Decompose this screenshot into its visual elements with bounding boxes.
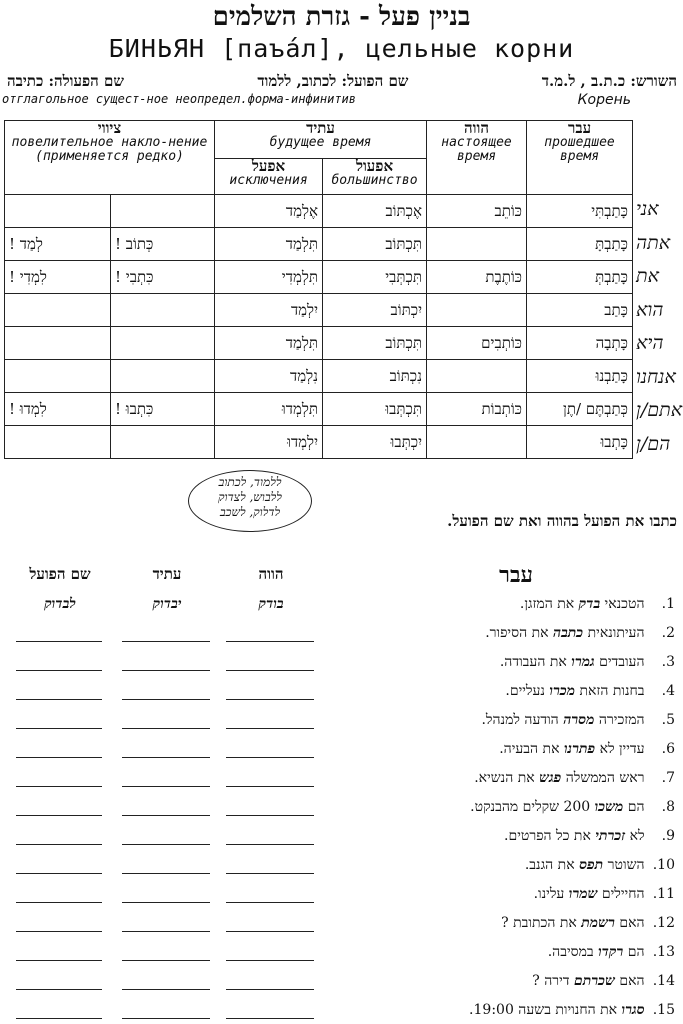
- answer-blank-infinitive[interactable]: [16, 670, 102, 671]
- cell-past: כְּתַבְתֶּם /תֶן: [527, 393, 633, 426]
- cell-past: כָּתַבְתִּי: [527, 195, 633, 228]
- header-present: הווה настоящее время: [427, 121, 527, 195]
- verbal-noun-label: שם הפעולה: כתיבה: [7, 72, 124, 90]
- root-label: השורש: כ.ת.ב , ל.מ.ד: [541, 72, 677, 90]
- sentence-number: 12.: [652, 915, 675, 931]
- note-root: Корень: [577, 92, 631, 108]
- answer-blank-infinitive[interactable]: [16, 989, 102, 990]
- sentence-pre: בחנות הזאת: [575, 683, 645, 699]
- header-future-eaf: אפעל исключения: [215, 159, 323, 195]
- sentence-number: 14.: [652, 973, 675, 989]
- col-present-heading: הווה: [258, 565, 284, 583]
- answer-blank-future[interactable]: [122, 873, 210, 874]
- sentence-pre: לא: [625, 828, 645, 844]
- sentence-number: 8.: [661, 799, 675, 815]
- cell-present: כּוֹתְבוֹת: [427, 393, 527, 426]
- answer-blank-present[interactable]: [226, 728, 314, 729]
- sentence-number: 10.: [652, 857, 675, 873]
- sentence-post: את הנשיא.: [474, 770, 540, 786]
- header-future: עתיד будущее время: [215, 121, 427, 159]
- table-row: [5, 327, 633, 360]
- sentence-verb: משכו: [594, 799, 624, 815]
- sentence-pre: האם: [614, 915, 645, 931]
- sentence-post: את כל הפרטים.: [504, 828, 596, 844]
- sentence-post: הודעה למנהל.: [481, 712, 564, 728]
- sentence-verb: גמרו: [571, 654, 595, 670]
- col-past-heading: עבר: [499, 562, 533, 588]
- answer-blank-present[interactable]: [226, 786, 314, 787]
- answer-blank-future[interactable]: [122, 844, 210, 845]
- answer-blank-infinitive[interactable]: [16, 902, 102, 903]
- cell-imp2: [5, 195, 111, 228]
- handwritten-verbs-oval: ללמוד, לכתוב ללבוש, לצדוק לדלוק, לשכב: [188, 470, 312, 532]
- col-future-heading: עתיד: [152, 565, 182, 583]
- answer-blank-present[interactable]: [226, 989, 314, 990]
- sentence-verb: מסרה: [563, 712, 595, 728]
- example-present: בודק: [258, 596, 284, 612]
- cell-past: כָּתְבָה: [527, 327, 633, 360]
- cell-imp2: לִמְדִי !: [5, 261, 111, 294]
- table-row: [5, 393, 633, 426]
- sentence-verb: בדק: [578, 596, 601, 612]
- answer-blank-infinitive[interactable]: [16, 786, 102, 787]
- answer-blank-infinitive[interactable]: [16, 1018, 102, 1019]
- cell-fut1: תִּכְתְּבִי: [323, 261, 427, 294]
- table-row: [5, 360, 633, 393]
- sentence-number: 9.: [661, 828, 675, 844]
- sentence-verb: זכרתי: [595, 828, 626, 844]
- sentence-post: את העבודה.: [499, 654, 572, 670]
- exercise-sentence: [275, 770, 675, 787]
- pronoun-label: אני: [636, 198, 659, 220]
- cell-fut2: יִלְמְדוּ: [215, 426, 323, 459]
- answer-blank-future[interactable]: [122, 786, 210, 787]
- answer-blank-future[interactable]: [122, 728, 210, 729]
- cell-imp1: כִּתְבִי !: [111, 261, 215, 294]
- cell-fut1: יִכְתְּבוּ: [323, 426, 427, 459]
- cell-present: [427, 294, 527, 327]
- cell-fut1: תִּכְתְּבוּ: [323, 393, 427, 426]
- cell-fut2: תִּלְמְדִי: [215, 261, 323, 294]
- conjugation-table: [4, 120, 633, 459]
- exercise-sentence: [275, 654, 675, 671]
- cell-fut2: נִלְמַד: [215, 360, 323, 393]
- answer-blank-future[interactable]: [122, 670, 210, 671]
- sentence-verb: כתבה: [552, 625, 584, 641]
- answer-blank-future[interactable]: [122, 931, 210, 932]
- cell-imp2: [5, 327, 111, 360]
- cell-present: כּוֹתֵב: [427, 195, 527, 228]
- cell-present: [427, 426, 527, 459]
- answer-blank-future[interactable]: [122, 902, 210, 903]
- cell-present: [427, 360, 527, 393]
- cell-imp2: [5, 294, 111, 327]
- sentence-pre: השוטר: [603, 857, 645, 873]
- sentence-number: 5.: [661, 712, 675, 728]
- cell-imp2: לִמְדוּ !: [5, 393, 111, 426]
- sentence-post: את הבעיה.: [499, 741, 564, 757]
- sentence-number: 3.: [661, 654, 675, 670]
- sentence-number: 13.: [652, 944, 675, 960]
- answer-blank-future[interactable]: [122, 757, 210, 758]
- pronoun-label: הם/ן: [636, 432, 671, 455]
- pronoun-label: היא: [636, 332, 664, 354]
- header-imperative: ציווי повелительное накло-нение (применяется редко): [5, 121, 215, 195]
- cell-imp2: [5, 360, 111, 393]
- cell-imp2: [5, 426, 111, 459]
- sentence-verb: פתרנו: [563, 741, 596, 757]
- sentence-post: במסיבה.: [547, 944, 599, 960]
- exercise-sentence: [275, 857, 675, 874]
- sentence-verb: מכרו: [549, 683, 576, 699]
- cell-past: כָּתַבְתְּ: [527, 261, 633, 294]
- pronoun-label: אתה: [636, 231, 671, 254]
- cell-fut1: נִכְתּוֹב: [323, 360, 427, 393]
- cell-present: כּוֹתֶבֶת: [427, 261, 527, 294]
- sentence-post: את הכתובת ?: [501, 915, 582, 931]
- cell-fut2: אֶלְמַד: [215, 195, 323, 228]
- answer-blank-future[interactable]: [122, 699, 210, 700]
- answer-blank-infinitive[interactable]: [16, 844, 102, 845]
- sentence-post: את הסיפור.: [485, 625, 553, 641]
- table-row: [5, 261, 633, 294]
- sentence-number: 1.: [661, 596, 675, 612]
- sentence-verb: סגרו: [621, 1002, 645, 1018]
- answer-blank-future[interactable]: [122, 815, 210, 816]
- answer-blank-future[interactable]: [122, 960, 210, 961]
- answer-blank-present[interactable]: [226, 873, 314, 874]
- sentence-number: 15.: [652, 1002, 675, 1018]
- cell-fut2: תִּלְמְדוּ: [215, 393, 323, 426]
- answer-blank-present[interactable]: [226, 641, 314, 642]
- answer-blank-present[interactable]: [226, 1018, 314, 1019]
- pronoun-label: אנחנו: [636, 365, 676, 388]
- answer-blank-present[interactable]: [226, 931, 314, 932]
- exercise-sentence: [275, 741, 675, 758]
- example-future: יבדוק: [152, 596, 182, 612]
- handwritten-subtitle: БИНЬЯН [паъа́л], цельные корни: [108, 34, 575, 63]
- table-row: [5, 426, 633, 459]
- exercise-instruction: כתבו את הפועל בהווה ואת שם הפועל.: [447, 512, 677, 530]
- example-infinitive: לבדוק: [44, 596, 76, 612]
- answer-blank-future[interactable]: [122, 989, 210, 990]
- cell-fut1: יִכְתּוֹב: [323, 294, 427, 327]
- sentence-post: את המזגן.: [519, 596, 579, 612]
- sentence-number: 2.: [661, 625, 675, 641]
- answer-blank-present[interactable]: [226, 670, 314, 671]
- cell-fut1: תִּכְתּוֹב: [323, 327, 427, 360]
- sentence-pre: האם: [614, 973, 645, 989]
- answer-blank-present[interactable]: [226, 757, 314, 758]
- exercise-sentence: [275, 1002, 675, 1019]
- sentence-number: 4.: [661, 683, 675, 699]
- cell-past: כָּתְבוּ: [527, 426, 633, 459]
- answer-blank-infinitive[interactable]: [16, 931, 102, 932]
- sentence-verb: רקדו: [598, 944, 624, 960]
- answer-blank-infinitive[interactable]: [16, 873, 102, 874]
- answer-blank-future[interactable]: [122, 1018, 210, 1019]
- sentence-pre: הטכנאי: [600, 596, 645, 612]
- answer-blank-infinitive[interactable]: [16, 960, 102, 961]
- cell-imp1: [111, 426, 215, 459]
- cell-imp1: [111, 360, 215, 393]
- sentence-verb: שמרו: [568, 886, 598, 902]
- exercise-sentence: [275, 799, 675, 816]
- table-row: [5, 294, 633, 327]
- table-row: [5, 228, 633, 261]
- cell-imp1: כְּתוֹב !: [111, 228, 215, 261]
- note-verbal-noun: отглагольное сущест-ное неопредел.форма-инфинитив: [2, 92, 357, 106]
- sentence-verb: תפס: [579, 857, 604, 873]
- header-future-ef: אפעול большинство: [323, 159, 427, 195]
- cell-present: [427, 228, 527, 261]
- cell-fut2: יִלְמַד: [215, 294, 323, 327]
- infinitive-label: שם הפועל: לכתוב, ללמוד: [257, 72, 409, 90]
- exercise-sentence: [275, 712, 675, 729]
- pronoun-label: אתם/ן: [636, 399, 683, 421]
- sentence-verb: רשמת: [581, 915, 615, 931]
- answer-blank-present[interactable]: [226, 844, 314, 845]
- exercise-sentence: [275, 683, 675, 700]
- sentence-pre: העובדים: [594, 654, 645, 670]
- pronoun-label: הוא: [636, 298, 664, 321]
- sentence-pre: עדיין לא: [595, 741, 645, 757]
- cell-fut1: אֶכְתּוֹב: [323, 195, 427, 228]
- sentence-post: את החנויות בשעה 19:00.: [469, 1002, 622, 1018]
- answer-blank-infinitive[interactable]: [16, 699, 102, 700]
- cell-imp1: [111, 294, 215, 327]
- sentence-post: דירה ?: [532, 973, 574, 989]
- pronoun-label: את: [636, 265, 659, 287]
- sentence-pre: העיתונאית: [583, 625, 645, 641]
- exercise-sentence: [275, 944, 675, 961]
- answer-blank-infinitive[interactable]: [16, 757, 102, 758]
- cell-fut2: תִּלְמַד: [215, 327, 323, 360]
- exercise-sentence: [275, 828, 675, 845]
- col-infinitive-heading: שם הפועל: [29, 565, 91, 583]
- answer-blank-present[interactable]: [226, 699, 314, 700]
- cell-fut2: תִּלְמַד: [215, 228, 323, 261]
- cell-imp1: [111, 327, 215, 360]
- sentence-verb: פגש: [539, 770, 562, 786]
- cell-imp1: כִּתְבוּ !: [111, 393, 215, 426]
- cell-present: כּוֹתְבִים: [427, 327, 527, 360]
- sentence-post: נעליים.: [505, 683, 550, 699]
- cell-past: כָּתַב: [527, 294, 633, 327]
- sentence-pre: הם: [623, 944, 645, 960]
- answer-blank-present[interactable]: [226, 960, 314, 961]
- sentence-pre: המזכירה: [594, 712, 645, 728]
- exercise-sentence: [275, 886, 675, 903]
- sentence-verb: שכרתם: [574, 973, 615, 989]
- sentence-pre: ראש הממשלה: [561, 770, 645, 786]
- sentence-number: 6.: [661, 741, 675, 757]
- header-past: עבר прошедшее время: [527, 121, 633, 195]
- sentence-post: 200 שקלים מהבנקט.: [470, 799, 595, 815]
- exercise-sentence: [275, 625, 675, 642]
- table-row: [5, 195, 633, 228]
- cell-imp1: [111, 195, 215, 228]
- sentence-pre: הם: [623, 799, 645, 815]
- answer-blank-infinitive[interactable]: [16, 815, 102, 816]
- cell-fut1: תִּכְתּוֹב: [323, 228, 427, 261]
- exercise-sentence: [275, 915, 675, 932]
- exercise-sentence: [275, 973, 675, 990]
- sentence-post: עלינו.: [533, 886, 569, 902]
- root-line: [7, 72, 677, 91]
- answer-blank-present[interactable]: [226, 902, 314, 903]
- sentence-number: 7.: [661, 770, 675, 786]
- cell-past: כָּתַבְנוּ: [527, 360, 633, 393]
- page-title: בניין פעל - גזרת השלמים: [212, 2, 471, 32]
- sentence-post: את הגנב.: [524, 857, 580, 873]
- answer-blank-infinitive[interactable]: [16, 728, 102, 729]
- cell-imp2: לְמַד !: [5, 228, 111, 261]
- sentence-number: 11.: [652, 886, 675, 902]
- answer-blank-future[interactable]: [122, 641, 210, 642]
- sentence-pre: החיילים: [597, 886, 645, 902]
- exercise-sentence: [275, 596, 675, 613]
- answer-blank-infinitive[interactable]: [16, 641, 102, 642]
- cell-past: כָּתַבְתָּ: [527, 228, 633, 261]
- answer-blank-present[interactable]: [226, 815, 314, 816]
